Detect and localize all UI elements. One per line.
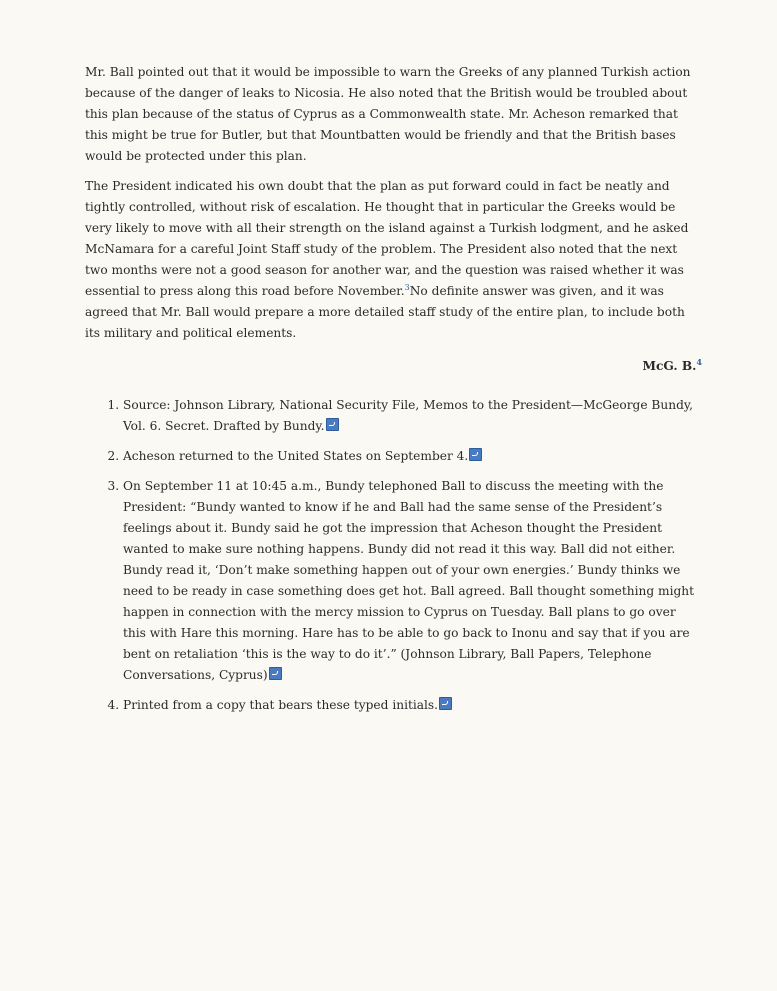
return-arrow-icon[interactable] (469, 448, 482, 461)
body-paragraph: Mr. Ball pointed out that it would be impossible to warn the Greeks of any planned Turkish action because of the danger of leaks to Nicosia. He also noted that the British would be troubled about this plan because of the status of Cyprus as a Commonwealth state. Mr. Acheson remarked that this might be true for Butler, but that Mountbatten would be friendly and that the British bases would be protected under this plan. (85, 65, 691, 163)
footnote-item (123, 476, 702, 686)
footnote-item (123, 395, 702, 437)
footnote-item (123, 695, 702, 716)
footnote-text: Printed from a copy that bears these typed initials. (123, 698, 439, 712)
signature-initials (85, 356, 702, 377)
footnote-text: Acheson returned to the United States on September 4. (123, 449, 469, 463)
return-arrow-icon[interactable] (326, 418, 339, 431)
footnotes-list (85, 395, 702, 716)
document-page (85, 62, 702, 725)
footnote-ref-3[interactable]: 3 (404, 282, 410, 292)
return-arrow-icon[interactable] (439, 697, 452, 710)
return-arrow-icon[interactable] (269, 667, 282, 680)
signature-text: McG. B. (642, 359, 697, 373)
footnote-item (123, 446, 702, 467)
footnote-ref-4[interactable]: 4 (696, 356, 702, 367)
body-text: No definite answer was given, and it was agreed that Mr. Ball would prepare a more detailed staff study of the entire plan, to include both its military and political elements. (85, 284, 685, 340)
footnote-text: On September 11 at 10:45 a.m., Bundy telephoned Ball to discuss the meeting with the President: “Bundy wanted to know if he and Ball had the same sense of the President’s feelings about it. Bundy said he got the impression that Acheson thought the President wanted to make sure nothing happens. Bundy did not read it this way. Ball did not either. Bundy read it, ‘Don’t make something happen out of your own energies.’ Bundy thinks we need to be ready in case something does get hot. Ball agreed. Ball thought something might happen in connection with the mercy mission to Cyprus on Tuesday. Ball plans to go over this with Hare this morning. Hare has to be able to go back to Inonu and say that if you are bent on retaliation ‘this is the way to do it’.” (Johnson Library, Ball Papers, Telephone Conversations, Cyprus) (123, 479, 695, 682)
footnote-text: Source: Johnson Library, National Security File, Memos to the President—McGeorge Bundy, Vol. 6. Secret. Drafted by Bundy. (123, 398, 694, 433)
body-text: The President indicated his own doubt that the plan as put forward could in fact be neatly and tightly controlled, without risk of escalation. He thought that in particular the Greeks would be very likely to move with all their strength on the island against a Turkish lodgment, and he asked McNamara for a careful Joint Staff study of the problem. The President also noted that the next two months were not a good season for another war, and the question was raised whether it was essential to press along this road before November. (85, 179, 689, 298)
body-paragraph (85, 176, 702, 344)
